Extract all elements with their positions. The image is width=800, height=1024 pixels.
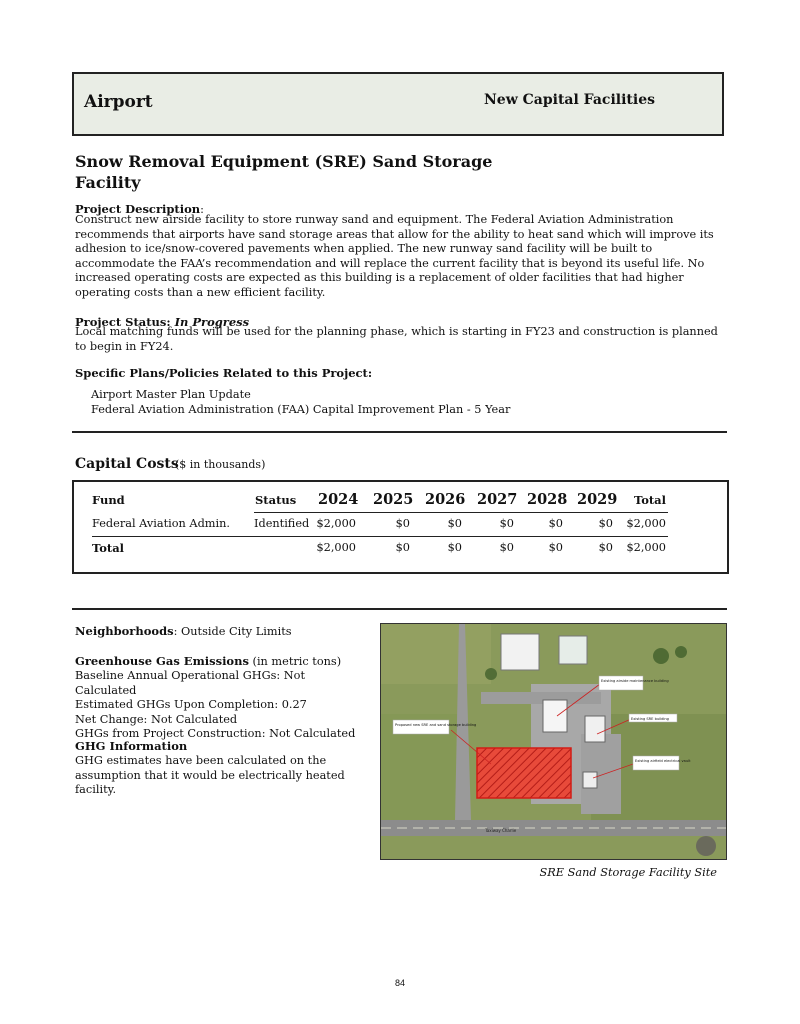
col-header-year: 2029 bbox=[577, 491, 618, 508]
col-header-year: 2025 bbox=[373, 491, 414, 508]
row-fund: Federal Aviation Admin. bbox=[92, 517, 230, 530]
ghg-lines bbox=[75, 669, 365, 742]
proposed-site-area bbox=[477, 748, 571, 798]
electrical-vault bbox=[583, 772, 597, 788]
total-grand: $2,000 bbox=[626, 541, 666, 554]
ghg-unit: (in metric tons) bbox=[252, 655, 342, 668]
status-heading: Project Status: In Progress bbox=[75, 315, 250, 329]
neighborhoods-line: Neighborhoods: Outside City Limits bbox=[75, 624, 292, 638]
total-cell: $0 bbox=[447, 541, 462, 554]
existing-sre-building bbox=[585, 716, 605, 742]
section-divider bbox=[72, 431, 727, 433]
section-divider bbox=[72, 608, 727, 610]
callout-existing-vault: Existing airfield electrical vault bbox=[635, 759, 691, 763]
total-cell: $0 bbox=[499, 541, 514, 554]
aerial-map bbox=[381, 624, 726, 859]
description-label: Project Description bbox=[75, 202, 201, 216]
neighborhoods-label: Neighborhoods bbox=[75, 624, 174, 638]
plan-item: Airport Master Plan Update bbox=[91, 388, 251, 401]
ghg-line: Estimated GHGs Upon Completion: 0.27 bbox=[75, 698, 307, 712]
department-name: Airport bbox=[84, 92, 153, 112]
callout-existing-maintenance: Existing airside maintenance building bbox=[601, 679, 669, 683]
status-label: Project Status bbox=[75, 315, 167, 329]
hangar-building bbox=[559, 636, 587, 664]
callout-proposed-sre: Proposed new SRE and sand storage building bbox=[395, 723, 477, 727]
total-cell: $2,000 bbox=[316, 541, 356, 554]
neighborhoods-value: Outside City Limits bbox=[181, 625, 292, 638]
taxiway-label: Taxiway Charlie bbox=[485, 828, 517, 833]
row-cell: $0 bbox=[548, 517, 563, 530]
photo-caption: SRE Sand Storage Facility Site bbox=[539, 866, 717, 879]
maintenance-building bbox=[543, 700, 567, 732]
category-name: New Capital Facilities bbox=[484, 92, 655, 108]
project-description: Construct new airside facility to store runway sand and equipment. The Federal Aviation Administration recommends that airports have sand storage areas that allow for the ability to heat sand which will improve its adhesion to ice/snow-covered pavements when applied. The new runway sand facility will be built to accommodate the FAA’s recommendation and will replace the current facility that is beyond its useful life. No increased operating costs are expected as this building is a replacement of older facilities that had higher operating costs than a new efficient facility. bbox=[75, 213, 714, 299]
capital-costs-unit: ($ in thousands) bbox=[175, 458, 266, 471]
header-rule bbox=[254, 512, 668, 513]
callout-existing-sre: Existing SRE building bbox=[631, 717, 669, 721]
total-cell: $0 bbox=[548, 541, 563, 554]
capital-costs-title: Capital Costs bbox=[75, 456, 179, 472]
plans-list bbox=[91, 387, 510, 417]
col-header-year: 2024 bbox=[318, 491, 359, 508]
ghg-line: Baseline Annual Operational GHGs: Not Calculated bbox=[75, 669, 306, 697]
row-cell: $0 bbox=[499, 517, 514, 530]
row-total: $2,000 bbox=[626, 517, 666, 530]
hangar-building bbox=[501, 634, 539, 670]
plan-item: Federal Aviation Administration (FAA) Capital Improvement Plan - 5 Year bbox=[91, 403, 511, 416]
col-header-year: 2027 bbox=[477, 491, 518, 508]
row-cell: $0 bbox=[598, 517, 613, 530]
ghg-line: Net Change: Not Calculated bbox=[75, 712, 238, 726]
ghg-label: Greenhouse Gas Emissions bbox=[75, 654, 249, 668]
col-header-year: 2028 bbox=[527, 491, 568, 508]
col-header-year: 2026 bbox=[425, 491, 466, 508]
ghg-info-text: GHG estimates have been calculated on the assumption that it would be electrically heated facility. bbox=[75, 754, 345, 797]
page-number: 84 bbox=[394, 978, 405, 988]
total-cell: $0 bbox=[395, 541, 410, 554]
total-cell: $0 bbox=[598, 541, 613, 554]
section-header bbox=[72, 72, 724, 136]
total-label: Total bbox=[92, 541, 125, 555]
ghg-heading bbox=[75, 654, 365, 670]
ghg-info-label: GHG Information bbox=[75, 739, 188, 753]
site-aerial-photo bbox=[380, 623, 727, 860]
col-header-fund: Fund bbox=[92, 493, 125, 507]
row-cell: $0 bbox=[395, 517, 410, 530]
row-cell: $0 bbox=[447, 517, 462, 530]
col-header-total: Total bbox=[633, 493, 666, 507]
status-value: In Progress bbox=[174, 315, 250, 329]
col-header-status: Status bbox=[255, 493, 297, 507]
row-cell: $2,000 bbox=[316, 517, 356, 530]
plans-heading: Specific Plans/Policies Related to this Project: bbox=[75, 366, 373, 380]
status-description: Local matching funds will be used for the planning phase, which is starting in FY23 and construction is planned to begin in FY24. bbox=[75, 325, 718, 353]
description-heading: Project Description: bbox=[75, 202, 204, 216]
project-title: Snow Removal Equipment (SRE) Sand Storage Facility bbox=[75, 152, 493, 192]
capital-costs-table bbox=[72, 480, 729, 574]
row-status: Identified bbox=[254, 517, 310, 530]
total-rule bbox=[92, 536, 668, 537]
ghg-line: GHGs from Project Construction: Not Calculated bbox=[75, 727, 356, 741]
